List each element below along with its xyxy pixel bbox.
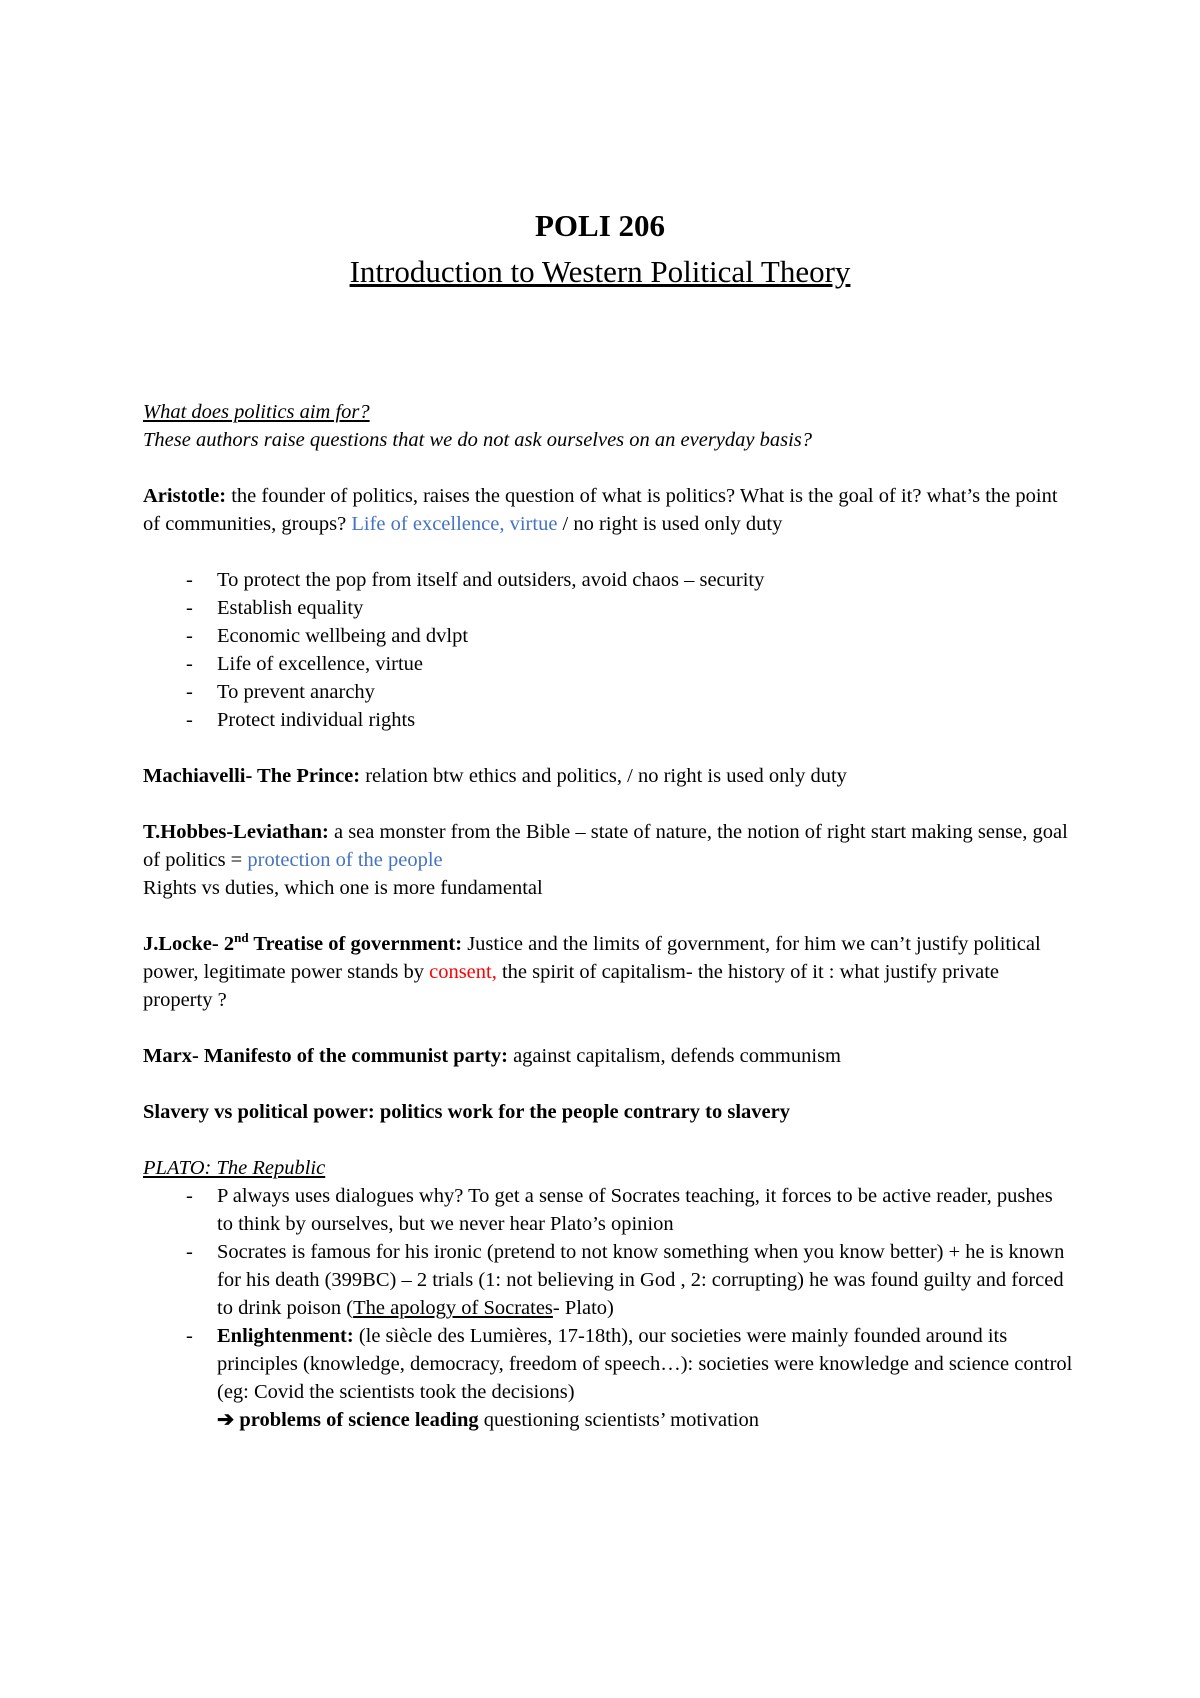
- aristotle-text-2: / no right is used only duty: [557, 513, 783, 535]
- locke-name-a: J.Locke- 2: [143, 933, 235, 955]
- aristotle-text-1: the founder of politics, raises the question of what is politics? What is the goal of it? what’s the point of communities, groups?: [143, 485, 1058, 535]
- locke-superscript: nd: [234, 930, 249, 946]
- list-item: - Life of excellence, virtue: [143, 650, 1073, 678]
- enlightenment-text: (le siècle des Lumières, 17-18th), our societies were mainly founded around its principles (knowledge, democracy, freedom of speech…): societies were knowledge and science control (eg: Covid the scientists took the decisions): [217, 1325, 1073, 1403]
- list-item: - Establish equality: [143, 594, 1073, 622]
- plato-heading: PLATO: The Republic: [143, 1157, 326, 1179]
- aristotle-aims-list: [143, 566, 1073, 734]
- course-title: Introduction to Western Political Theory: [349, 254, 851, 289]
- hobbes-name: T.Hobbes-Leviathan:: [143, 821, 329, 843]
- list-item: [143, 1322, 1073, 1434]
- aristotle-highlight: Life of excellence, virtue: [351, 513, 558, 535]
- marx-paragraph: [143, 1042, 1073, 1070]
- course-code: POLI 206: [534, 208, 666, 243]
- marx-text: against capitalism, defends communism: [507, 1045, 841, 1067]
- science-leading-text: questioning scientists’ motivation: [478, 1409, 759, 1431]
- aristotle-name: Aristotle:: [143, 485, 227, 507]
- list-item: - To prevent anarchy: [143, 678, 1073, 706]
- marx-name: Marx- Manifesto of the communist party:: [143, 1045, 508, 1067]
- socrates-text-end: - Plato): [552, 1297, 614, 1319]
- machiavelli-name: Machiavelli- The Prince:: [143, 765, 361, 787]
- apology-reference: The apology of Socrates: [353, 1297, 553, 1319]
- locke-name: [143, 930, 463, 955]
- plato-list: [143, 1182, 1073, 1434]
- hobbes-line-2: Rights vs duties, which one is more fundamental: [143, 877, 543, 899]
- locke-name-b: Treatise of government:: [248, 933, 463, 955]
- arrow-right-icon: ➔: [217, 1409, 235, 1431]
- machiavelli-text: relation btw ethics and politics, / no right is used only duty: [360, 765, 847, 787]
- list-item: - Protect individual rights: [143, 706, 1073, 734]
- hobbes-text: a sea monster from the Bible – state of nature, the notion of right start making sense, goal of politics =: [143, 821, 1068, 871]
- list-item: - Economic wellbeing and dvlpt: [143, 622, 1073, 650]
- intro-question: What does politics aim for?: [143, 401, 370, 423]
- intro-note: These authors raise questions that we do not ask ourselves on an everyday basis?: [143, 429, 813, 451]
- hobbes-paragraph: [143, 818, 1073, 874]
- list-item: - P always uses dialogues why? To get a sense of Socrates teaching, it forces to be active reader, pushes to think by ourselves, but we never hear Plato’s opinion: [143, 1182, 1073, 1238]
- locke-text-2: the spirit of capitalism- the history of it : what justify private property ?: [143, 961, 1000, 1011]
- hobbes-highlight: protection of the people: [247, 849, 443, 871]
- locke-paragraph: [143, 930, 1073, 1014]
- list-item: - To protect the pop from itself and outsiders, avoid chaos – security: [143, 566, 1073, 594]
- socrates-text: Socrates is famous for his ironic (pretend to not know something when you know better) + he is known for his death (399BC) – 2 trials (1: not believing in God , 2: corrupting) he was found guilty and forced to drink poison (: [217, 1241, 1065, 1319]
- locke-highlight: consent,: [429, 961, 497, 983]
- enlightenment-label: Enlightenment:: [217, 1325, 354, 1347]
- slavery-paragraph: Slavery vs political power: politics work for the people contrary to slavery: [143, 1101, 790, 1123]
- aristotle-paragraph: [143, 482, 1073, 538]
- science-leading-bold: problems of science leading: [234, 1409, 479, 1431]
- locke-text-1: Justice and the limits of government, for him we can’t justify political power, legitimate power stands by: [143, 933, 1041, 983]
- list-item: [143, 1238, 1073, 1322]
- notes-body: [143, 398, 1073, 1434]
- machiavelli-paragraph: [143, 762, 1073, 790]
